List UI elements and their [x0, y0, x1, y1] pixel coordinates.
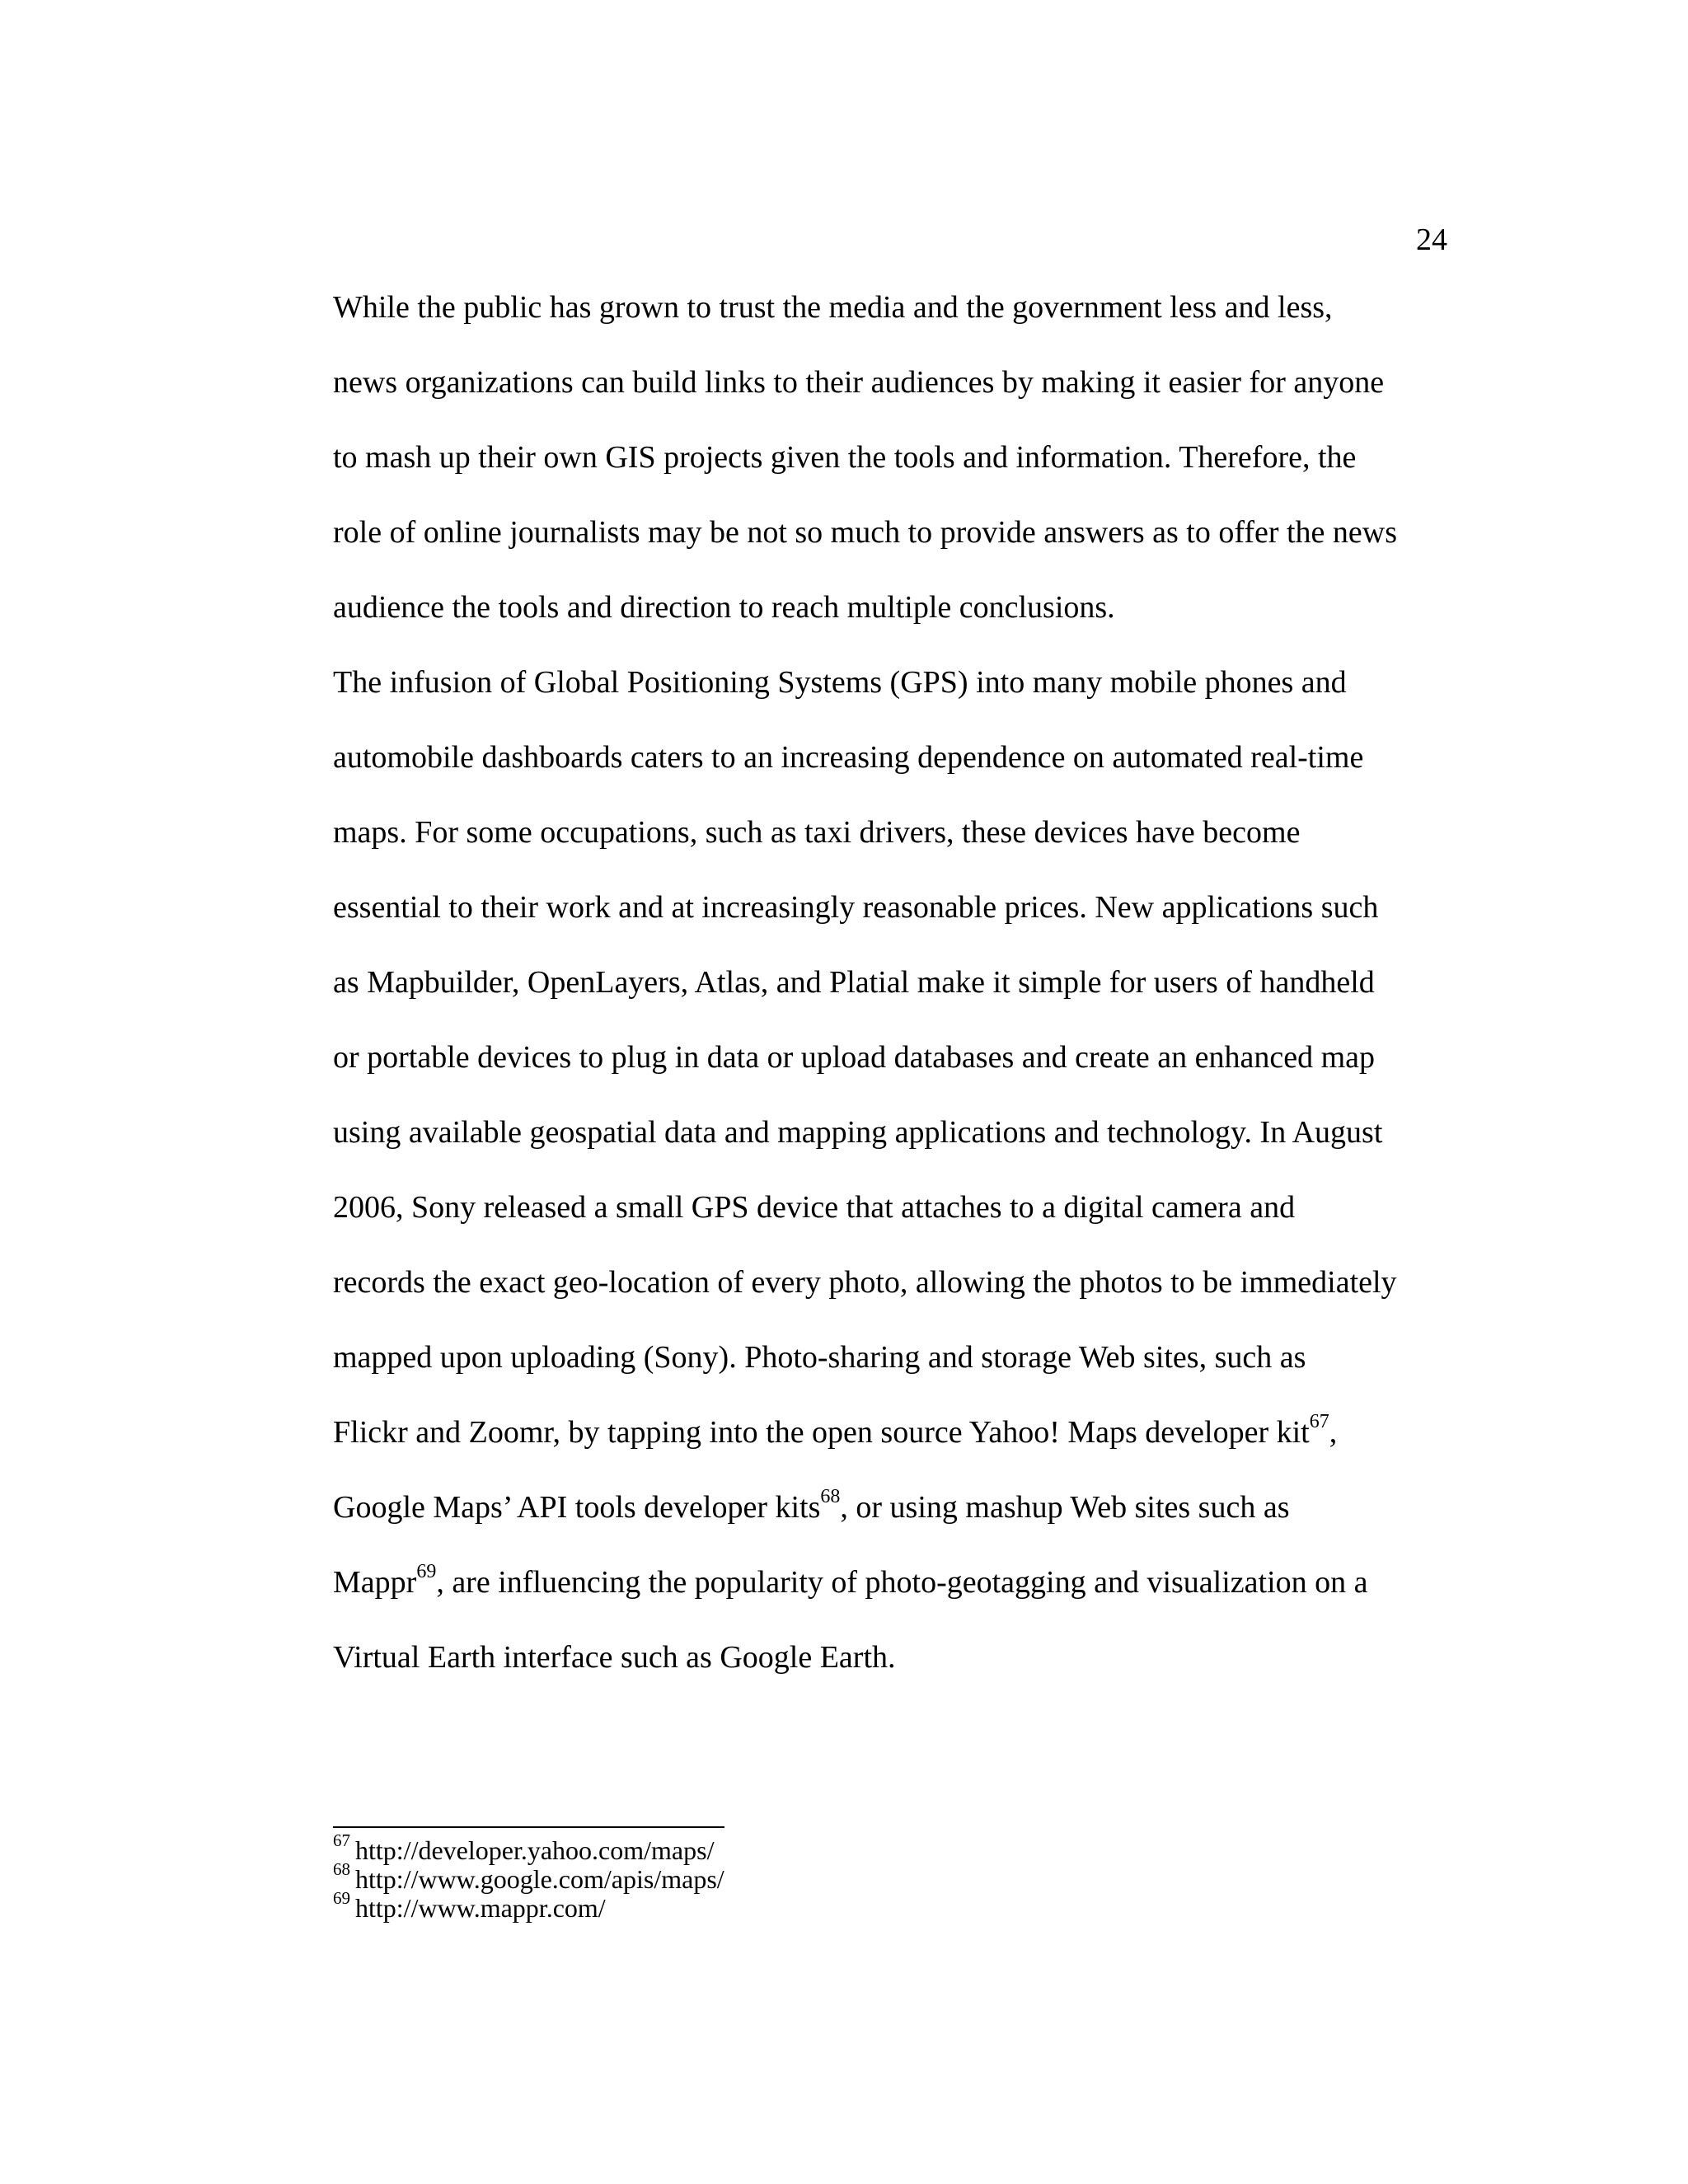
text-line: audience the tools and direction to reach multiple conclusions.	[333, 590, 1115, 625]
text-line: to mash up their own GIS projects given the tools and information. Therefore, the	[333, 440, 1357, 475]
footnotes	[333, 1830, 1075, 1923]
text-line	[333, 1470, 1520, 1545]
text-line: as Mapbuilder, OpenLayers, Atlas, and Platial make it simple for users of handheld	[333, 965, 1375, 1000]
text-line: essential to their work and at increasingly reasonable prices. New applications such	[333, 890, 1379, 925]
footnote-67	[333, 1830, 1075, 1865]
footnote-68	[333, 1859, 1075, 1894]
text-line	[333, 1545, 1520, 1620]
text-line: role of online journalists may be not so much to provide answers as to offer the news	[333, 515, 1398, 550]
body-text	[333, 270, 1520, 1695]
text-line: Virtual Earth interface such as Google Earth.	[333, 1640, 896, 1675]
text-line: The infusion of Global Positioning Systems (GPS) into many mobile phones and	[333, 665, 1347, 700]
text-line: news organizations can build links to their audiences by making it easier for anyone	[333, 365, 1385, 400]
text-line: 2006, Sony released a small GPS device that attaches to a digital camera and	[333, 1190, 1296, 1225]
text-line: using available geospatial data and mapping applications and technology. In August	[333, 1115, 1383, 1150]
text-run: , or using mashup Web sites such as	[840, 1490, 1290, 1525]
footnote-number: 68	[333, 1859, 350, 1880]
page-number: 24	[1416, 223, 1447, 257]
text-run: ,	[1329, 1415, 1338, 1450]
footnote-number: 69	[333, 1888, 350, 1909]
footnote-link[interactable]: http://www.mappr.com/	[355, 1893, 606, 1923]
footnote-number: 67	[333, 1830, 350, 1851]
text-run: Flickr and Zoomr, by tapping into the open source Yahoo! Maps developer kit	[333, 1415, 1310, 1450]
footnote-ref-69[interactable]: 69	[416, 1561, 437, 1583]
text-line: automobile dashboards caters to an increasing dependence on automated real-time	[333, 740, 1364, 775]
text-line: While the public has grown to trust the media and the government less and less,	[333, 290, 1333, 325]
footnote-69	[333, 1888, 1075, 1923]
text-run: Mappr	[333, 1565, 417, 1600]
text-line: maps. For some occupations, such as taxi drivers, these devices have become	[333, 815, 1301, 850]
text-line: or portable devices to plug in data or upload databases and create an enhanced map	[333, 1040, 1376, 1075]
footnote-separator	[333, 1826, 724, 1828]
text-line	[333, 1395, 1520, 1470]
text-line: mapped upon uploading (Sony). Photo-sharing and storage Web sites, such as	[333, 1340, 1306, 1375]
footnote-ref-68[interactable]: 68	[820, 1486, 841, 1508]
footnote-link[interactable]: http://www.google.com/apis/maps/	[355, 1864, 724, 1894]
text-run: , are influencing the popularity of photo-geotagging and visualization on a	[436, 1565, 1368, 1600]
text-line: records the exact geo-location of every photo, allowing the photos to be immediately	[333, 1265, 1397, 1300]
footnote-link[interactable]: http://developer.yahoo.com/maps/	[355, 1835, 715, 1865]
text-run: Google Maps’ API tools developer kits	[333, 1490, 821, 1525]
footnote-ref-67[interactable]: 67	[1309, 1411, 1329, 1433]
